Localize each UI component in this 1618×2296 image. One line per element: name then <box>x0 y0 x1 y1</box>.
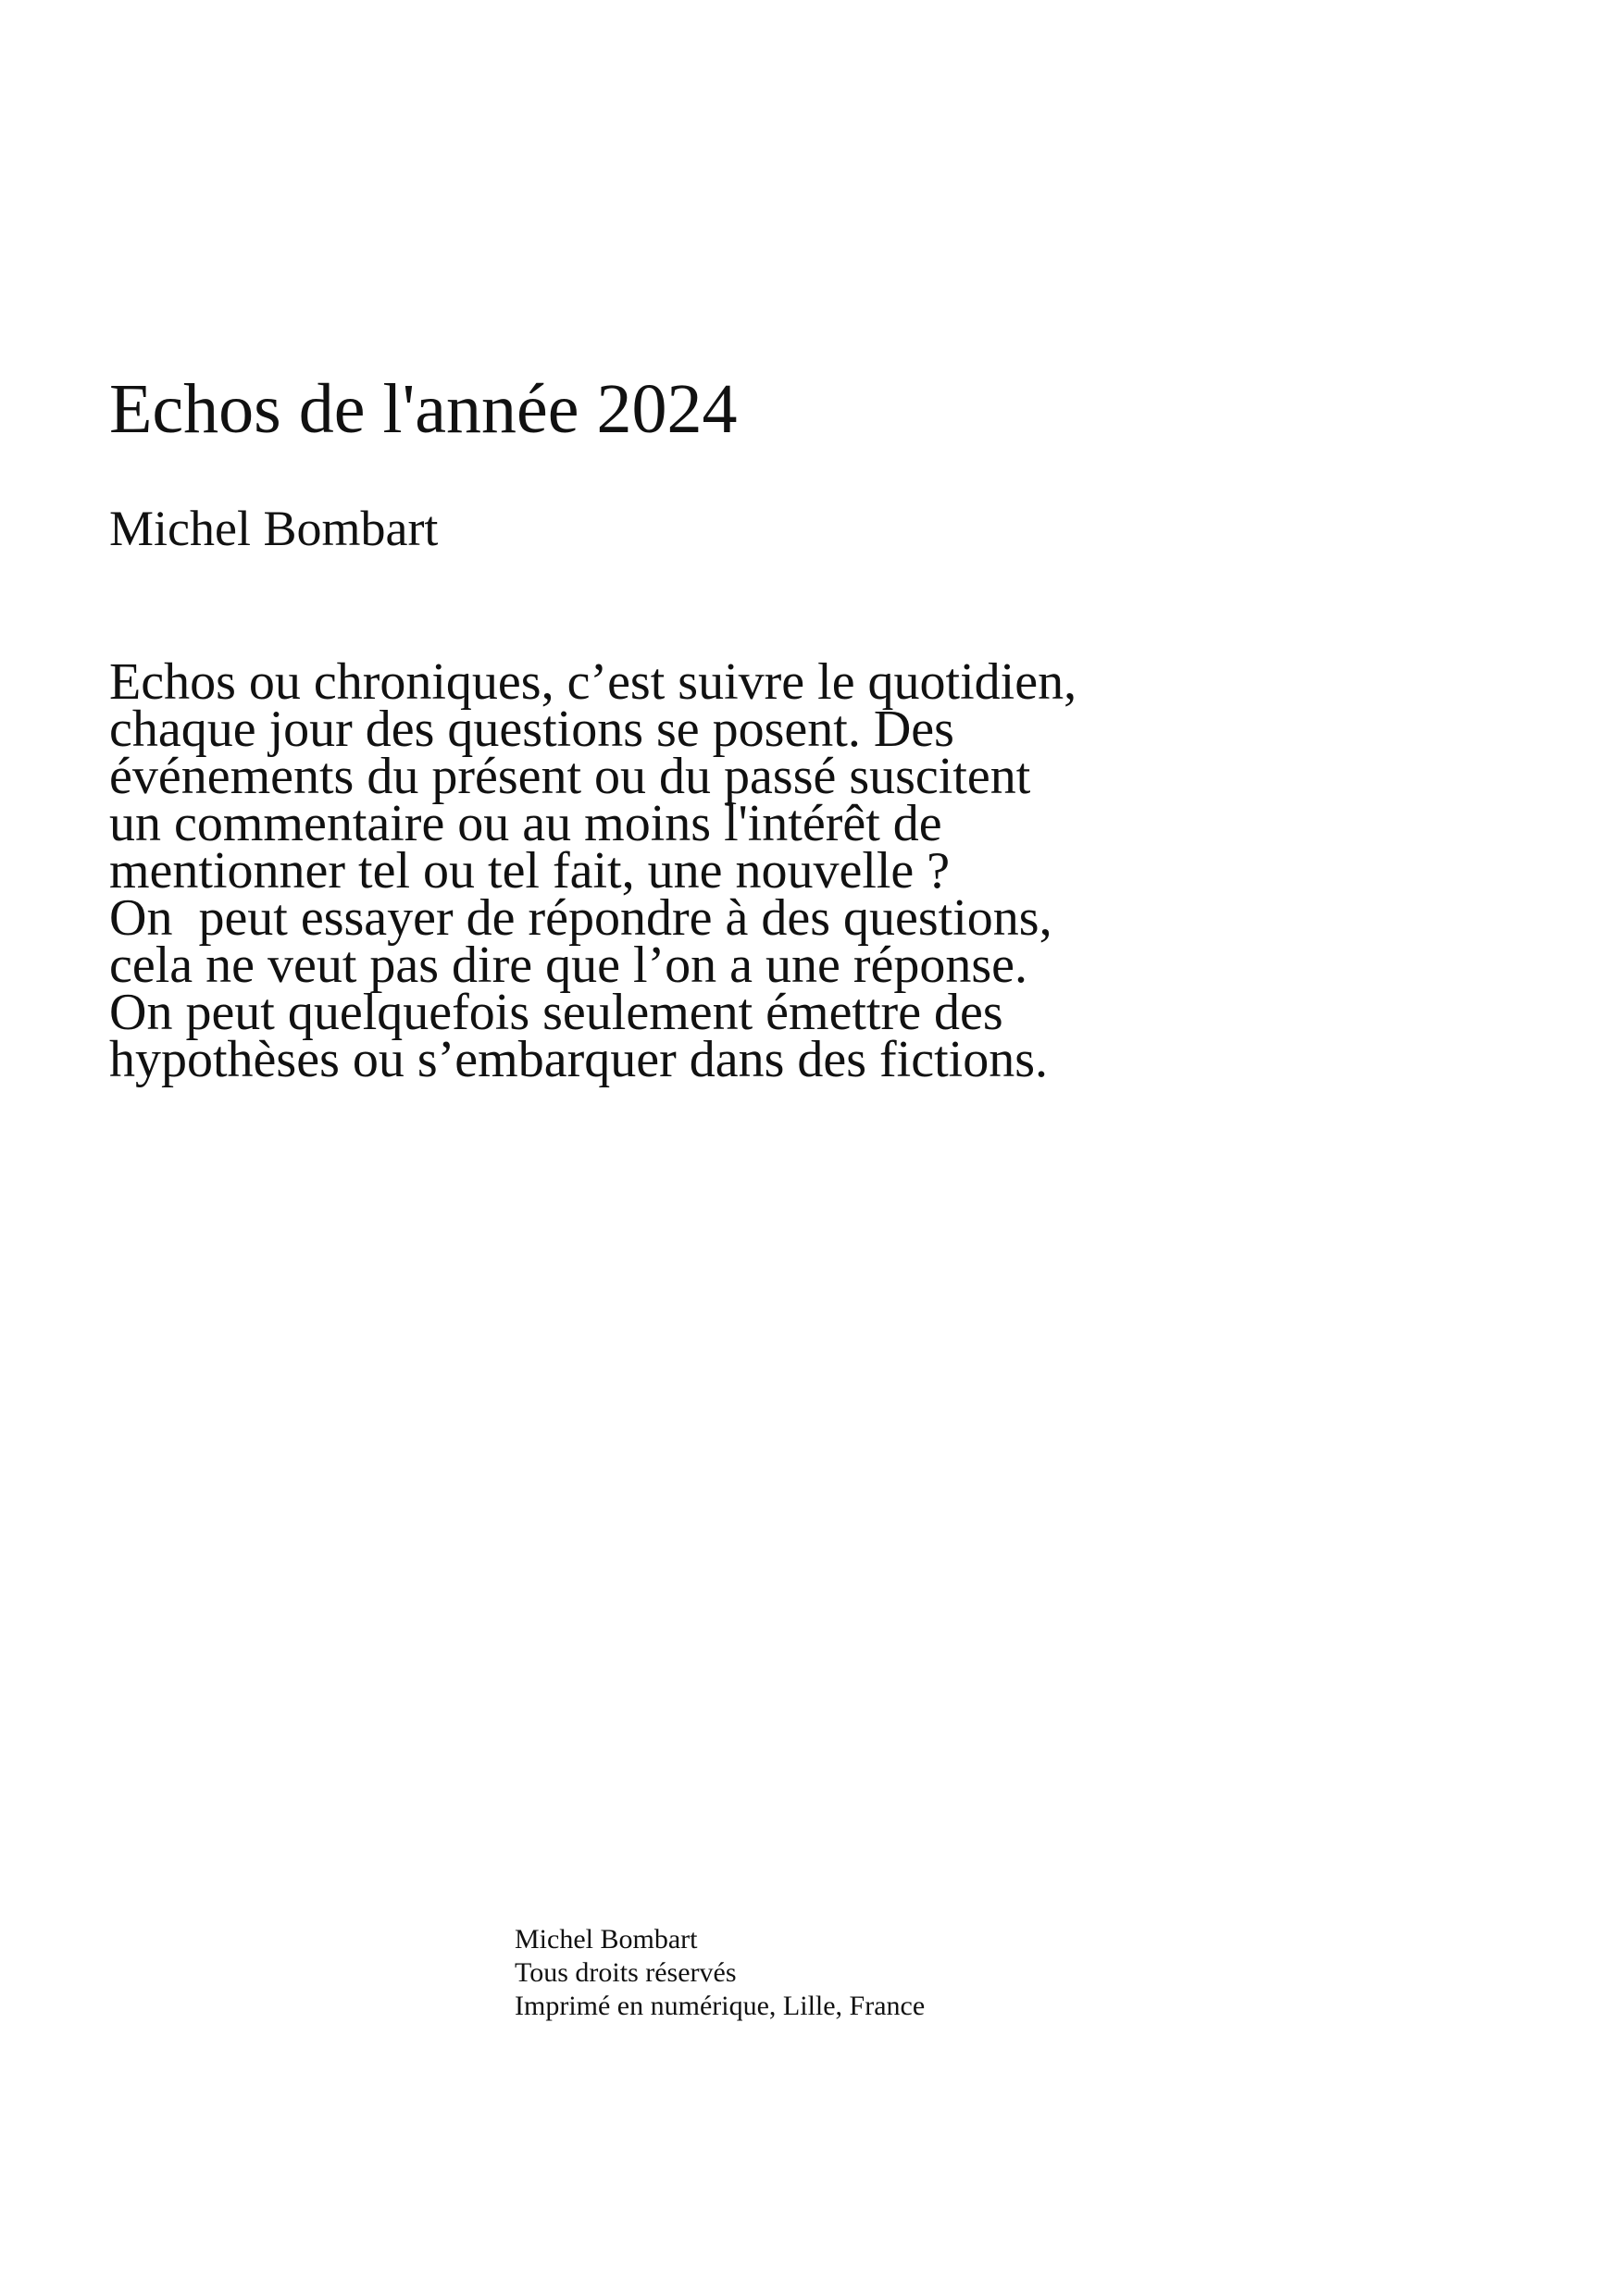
colophon <box>515 1923 925 2023</box>
intro-line: chaque jour des questions se posent. Des <box>109 701 954 758</box>
intro-line: mentionner tel ou tel fait, une nouvelle ? <box>109 842 951 900</box>
colophon-printed: Imprimé en numérique, Lille, France <box>515 1991 926 2021</box>
intro-line: un commentaire ou au moins l'intérêt de <box>109 795 942 852</box>
introduction-paragraph <box>109 653 1077 1088</box>
page-title: Echos de l'année 2024 <box>109 370 738 448</box>
author-name: Michel Bombart <box>109 501 439 556</box>
intro-line: On peut quelquefois seulement émettre des <box>109 984 1003 1041</box>
intro-line: événements du présent ou du passé suscitent <box>109 748 1031 805</box>
intro-line: hypothèses ou s’embarquer dans des fictions. <box>109 1031 1048 1088</box>
intro-line: cela ne veut pas dire que l’on a une réponse. <box>109 937 1028 994</box>
colophon-rights: Tous droits réservés <box>515 1957 737 1988</box>
colophon-author: Michel Bombart <box>515 1924 698 1955</box>
intro-line: On peut essayer de répondre à des questions, <box>109 889 1052 947</box>
intro-line: Echos ou chroniques, c’est suivre le quotidien, <box>109 653 1077 711</box>
